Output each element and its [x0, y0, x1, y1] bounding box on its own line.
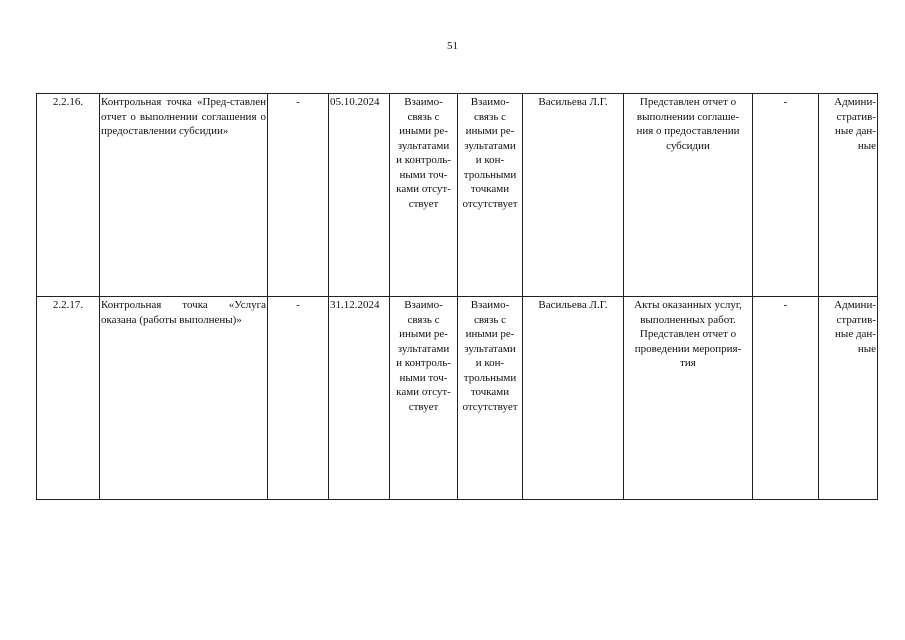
row-number-cell: 2.2.16. — [37, 94, 100, 297]
page-number: 51 — [447, 40, 458, 52]
data-source-cell: Админи- стратив- ные дан- ные — [819, 94, 878, 297]
table-row — [37, 94, 878, 297]
info-system-cell: - — [753, 94, 819, 297]
end-date-cell: 05.10.2024 — [329, 94, 390, 297]
link-control-points-cell: Взаимо- связь с иными ре- зультатами и кон- трольными точками отсутствует — [458, 94, 523, 297]
control-point-name-cell: Контрольная точка «Услуга оказана (работы выполнены)» — [100, 297, 268, 500]
result-document-cell: Представлен отчет о выполнении соглаше- ния о предоставлении субсидии — [624, 94, 753, 297]
info-system-cell: - — [753, 297, 819, 500]
start-date-cell: - — [268, 297, 329, 500]
control-points-table — [36, 93, 878, 500]
table-row — [37, 297, 878, 500]
control-point-name-cell: Контрольная точка «Пред-ставлен отчет о выполнении соглашения о предоставлении субсидии» — [100, 94, 268, 297]
responsible-cell: Васильева Л.Г. — [523, 297, 624, 500]
responsible-cell: Васильева Л.Г. — [523, 94, 624, 297]
row-number-cell: 2.2.17. — [37, 297, 100, 500]
start-date-cell: - — [268, 94, 329, 297]
link-results-cell: Взаимо- связь с иными ре- зультатами и контроль- ными точ- ками отсут- ствует — [390, 94, 458, 297]
link-results-cell: Взаимо- связь с иными ре- зультатами и контроль- ными точ- ками отсут- ствует — [390, 297, 458, 500]
end-date-cell: 31.12.2024 — [329, 297, 390, 500]
link-control-points-cell: Взаимо- связь с иными ре- зультатами и кон- трольными точками отсутствует — [458, 297, 523, 500]
data-source-cell: Админи- стратив- ные дан- ные — [819, 297, 878, 500]
result-document-cell: Акты оказанных услуг, выполненных работ. Представлен отчет о проведении мероприя- тия — [624, 297, 753, 500]
